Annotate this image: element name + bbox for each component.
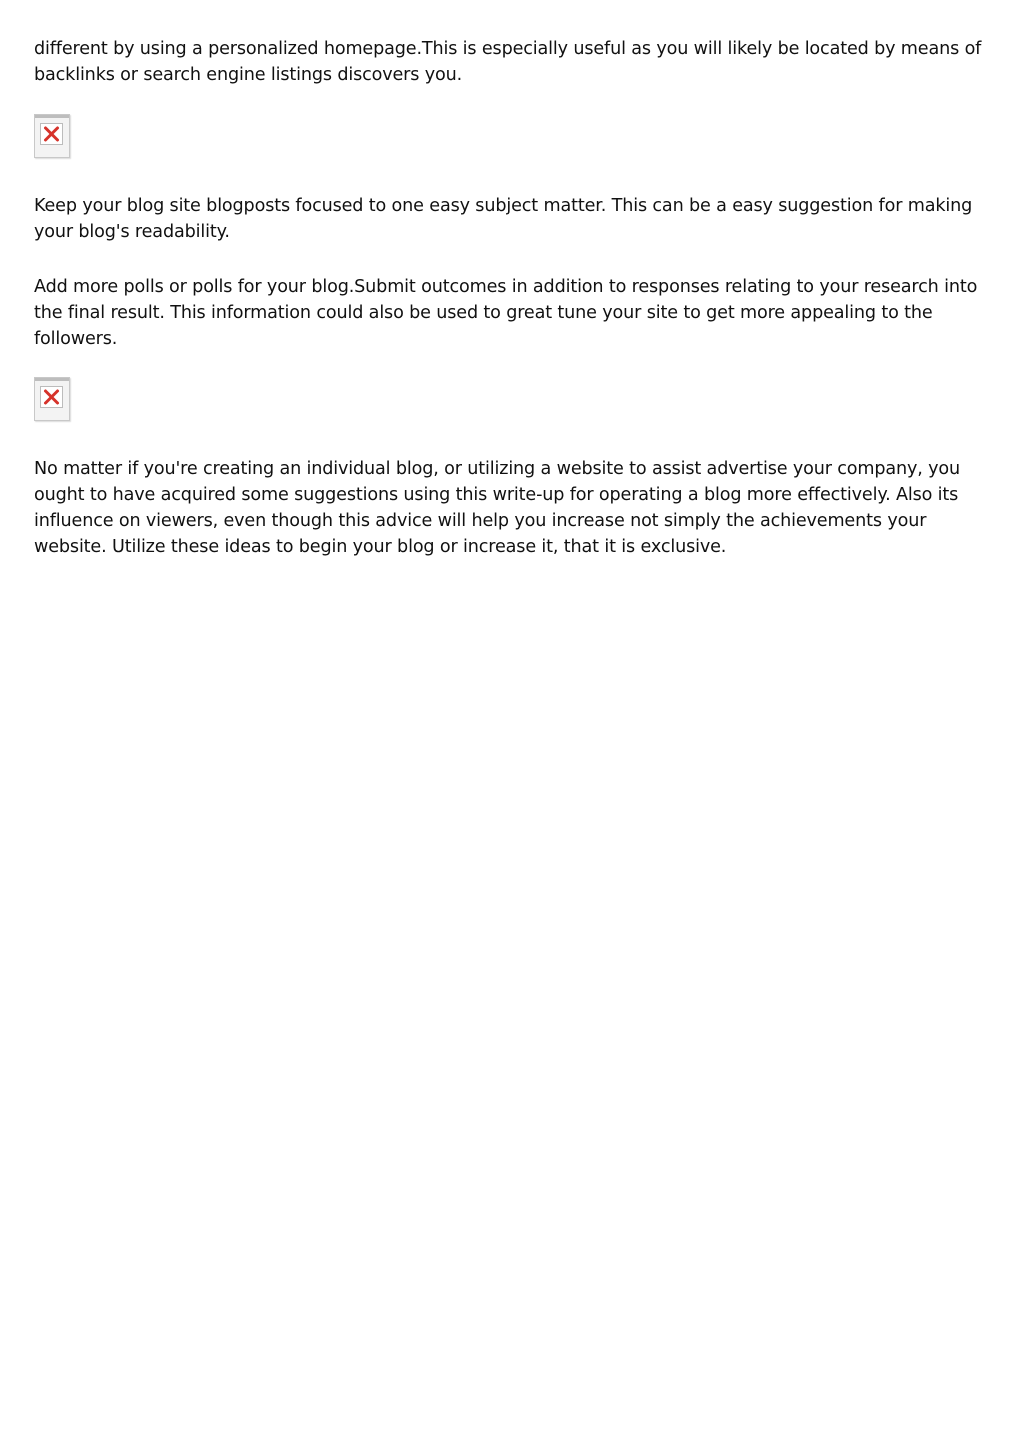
paragraph-homepage: different by using a personalized homepage.This is especially useful as you will likely be located by means of backlinks or search engine listings discovers you. xyxy=(34,39,982,85)
document-body xyxy=(34,36,990,560)
paragraph-conclusion: No matter if you're creating an individual blog, or utilizing a website to assist advertise your company, you ought to have acquired some suggestions using this write-up for operating a blog more effectively. Also its influence on viewers, even though this advice will help you increase not simply the achievements your website. Utilize these ideas to begin your blog or increase it, that it is exclusive. xyxy=(34,459,961,557)
broken-image xyxy=(34,114,72,160)
broken-image-icon xyxy=(34,114,70,158)
broken-image xyxy=(34,377,72,423)
broken-image-icon xyxy=(34,377,70,421)
paragraph-focused-posts: Keep your blog site blogposts focused to one easy subject matter. This can be a easy suggestion for making your blog's readability. xyxy=(34,196,973,242)
paragraph-polls: Add more polls or polls for your blog.Submit outcomes in addition to responses relating to your research into the final result. This information could also be used to great tune your site to get more appealing to the followers. xyxy=(34,277,978,349)
